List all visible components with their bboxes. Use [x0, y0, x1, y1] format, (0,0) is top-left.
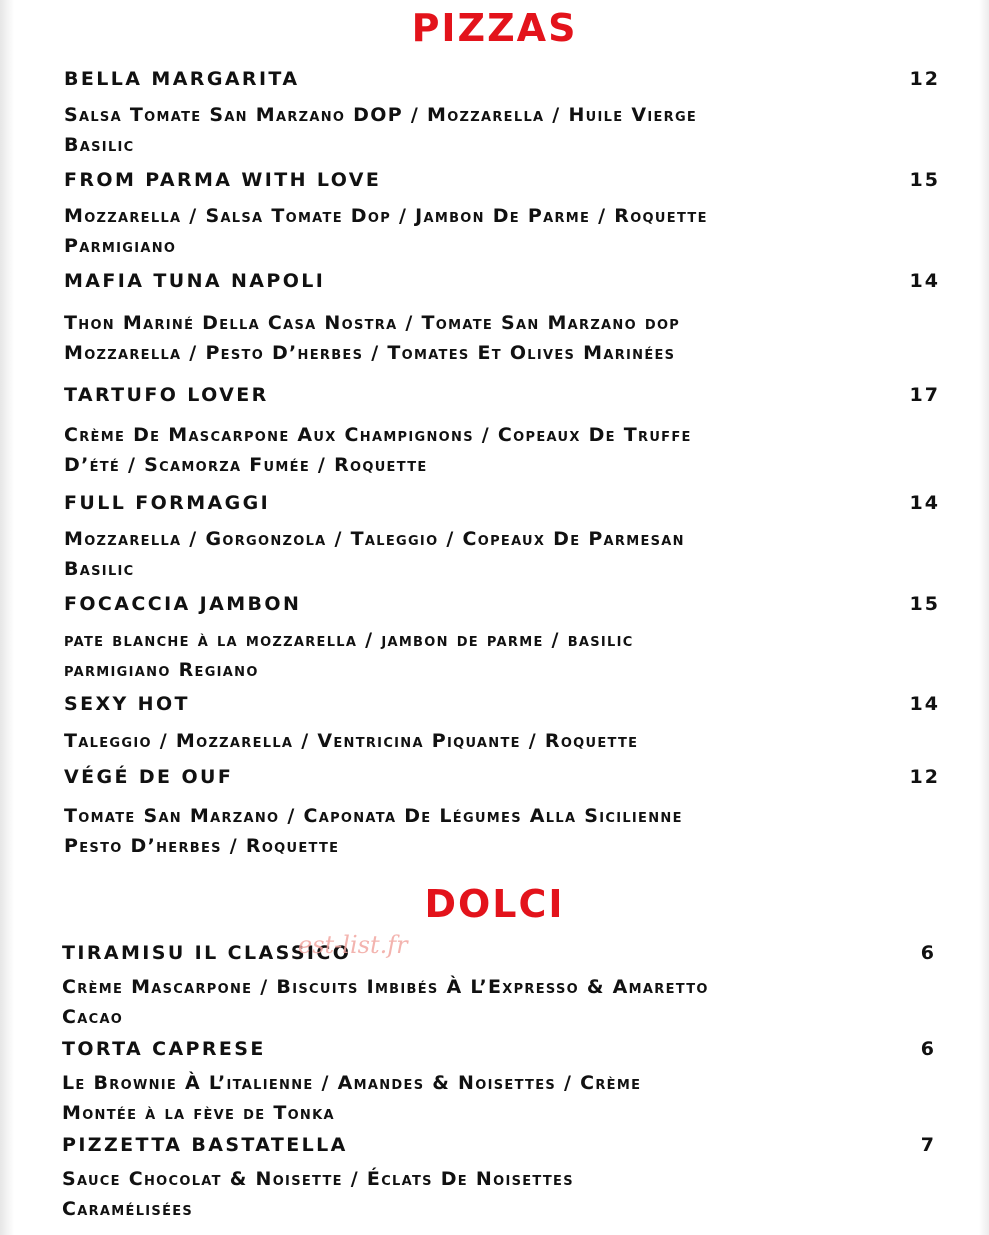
menu-item-tartufo-lover: [64, 383, 944, 480]
watermark: est-list.fr: [298, 931, 408, 959]
menu-item-price: 15: [909, 169, 940, 191]
menu-item-description: [62, 1068, 882, 1128]
menu-item-sexy-hot: [64, 692, 944, 756]
menu-item-mafia-tuna-napoli: [64, 269, 944, 368]
description-line: Basilic: [64, 134, 135, 156]
menu-item-name: FULL FORMAGGI: [64, 492, 271, 514]
description-line: Basilic: [64, 558, 135, 580]
section-title-dolci: DOLCI: [424, 882, 565, 926]
menu-item-price: 15: [909, 593, 940, 615]
description-line: pate blanche à la mozzarella / jambon de parme / basilic: [64, 629, 634, 651]
menu-item-tiramisu-il-classico: [62, 941, 942, 1032]
menu-item-name: FOCACCIA JAMBON: [64, 593, 302, 615]
menu-item-torta-caprese: [62, 1037, 942, 1128]
menu-item-description: [62, 1164, 882, 1224]
description-line: Salsa Tomate San Marzano DOP / Mozzarella / Huile Vierge: [64, 104, 698, 126]
description-line: Cacao: [62, 1006, 124, 1028]
description-line: Sauce Chocolat & Noisette / Éclats De Noisettes: [62, 1168, 574, 1190]
menu-item-name: TORTA CAPRESE: [62, 1038, 266, 1060]
description-line: Montée à la fève de Tonka: [62, 1102, 335, 1124]
menu-item-description: [64, 524, 884, 584]
menu-item-price: 6: [920, 1038, 936, 1060]
menu-item-description: [64, 201, 884, 261]
description-line: Mozzarella / Salsa Tomate Dop / Jambon De Parme / Roquette: [64, 205, 708, 227]
menu-item-full-formaggi: [64, 491, 944, 584]
page-shadow-right: [979, 0, 989, 1235]
menu-item-focaccia-jambon: [64, 592, 944, 685]
description-line: Crème De Mascarpone Aux Champignons / Copeaux De Truffe: [64, 424, 692, 446]
menu-item-bella-margarita: [64, 67, 944, 160]
menu-item-price: 17: [909, 384, 940, 406]
description-line: Caramélisées: [62, 1198, 194, 1220]
description-line: Mozzarella / Gorgonzola / Taleggio / Copeaux De Parmesan: [64, 528, 685, 550]
menu-item-description: [64, 420, 884, 480]
description-line: Tomate San Marzano / Caponata De Légumes Alla Sicilienne: [64, 805, 683, 827]
description-line: Pesto D’herbes / Roquette: [64, 835, 340, 857]
menu-item-price: 6: [920, 942, 936, 964]
menu-item-name: PIZZETTA BASTATELLA: [62, 1134, 348, 1156]
description-line: Taleggio / Mozzarella / Ventricina Piquante / Roquette: [64, 730, 639, 752]
menu-item-price: 14: [909, 270, 940, 292]
menu-item-name: TARTUFO LOVER: [64, 384, 269, 406]
description-line: Mozzarella / Pesto D’herbes / Tomates Et Olives Marinées: [64, 342, 676, 364]
description-line: D’été / Scamorza Fumée / Roquette: [64, 454, 428, 476]
menu-item-name: BELLA MARGARITA: [64, 68, 300, 90]
menu-item-name: VÉGÉ DE OUF: [64, 766, 234, 788]
menu-item-pizzetta-bastatella: [62, 1133, 942, 1224]
menu-item-description: [64, 801, 884, 861]
menu-item-vege-de-ouf: [64, 765, 944, 861]
menu-item-price: 7: [920, 1134, 936, 1156]
menu-item-description: [64, 308, 884, 368]
menu-item-description: [64, 100, 884, 160]
description-line: Parmigiano: [64, 235, 177, 257]
menu-item-description: [62, 972, 882, 1032]
menu-item-from-parma-with-love: [64, 168, 944, 261]
menu-item-price: 12: [909, 68, 940, 90]
menu-item-name: TIRAMISU IL CLASSICO: [62, 942, 352, 964]
menu-item-name: FROM PARMA WITH LOVE: [64, 169, 382, 191]
description-line: parmigiano Regiano: [64, 659, 259, 681]
menu-item-description: [64, 726, 884, 756]
description-line: Le Brownie À L’italienne / Amandes & Noisettes / Crème: [62, 1072, 642, 1094]
description-line: Crème Mascarpone / Biscuits Imbibés À L’Expresso & Amaretto: [62, 976, 709, 998]
menu-item-price: 14: [909, 492, 940, 514]
page-shadow-left: [0, 0, 14, 1235]
section-title-pizzas: PIZZAS: [411, 6, 578, 50]
menu-item-price: 14: [909, 693, 940, 715]
description-line: Thon Mariné Della Casa Nostra / Tomate San Marzano dop: [64, 312, 681, 334]
menu-item-name: SEXY HOT: [64, 693, 190, 715]
menu-item-description: [64, 625, 884, 685]
menu-item-price: 12: [909, 766, 940, 788]
menu-item-name: MAFIA TUNA NAPOLI: [64, 270, 326, 292]
